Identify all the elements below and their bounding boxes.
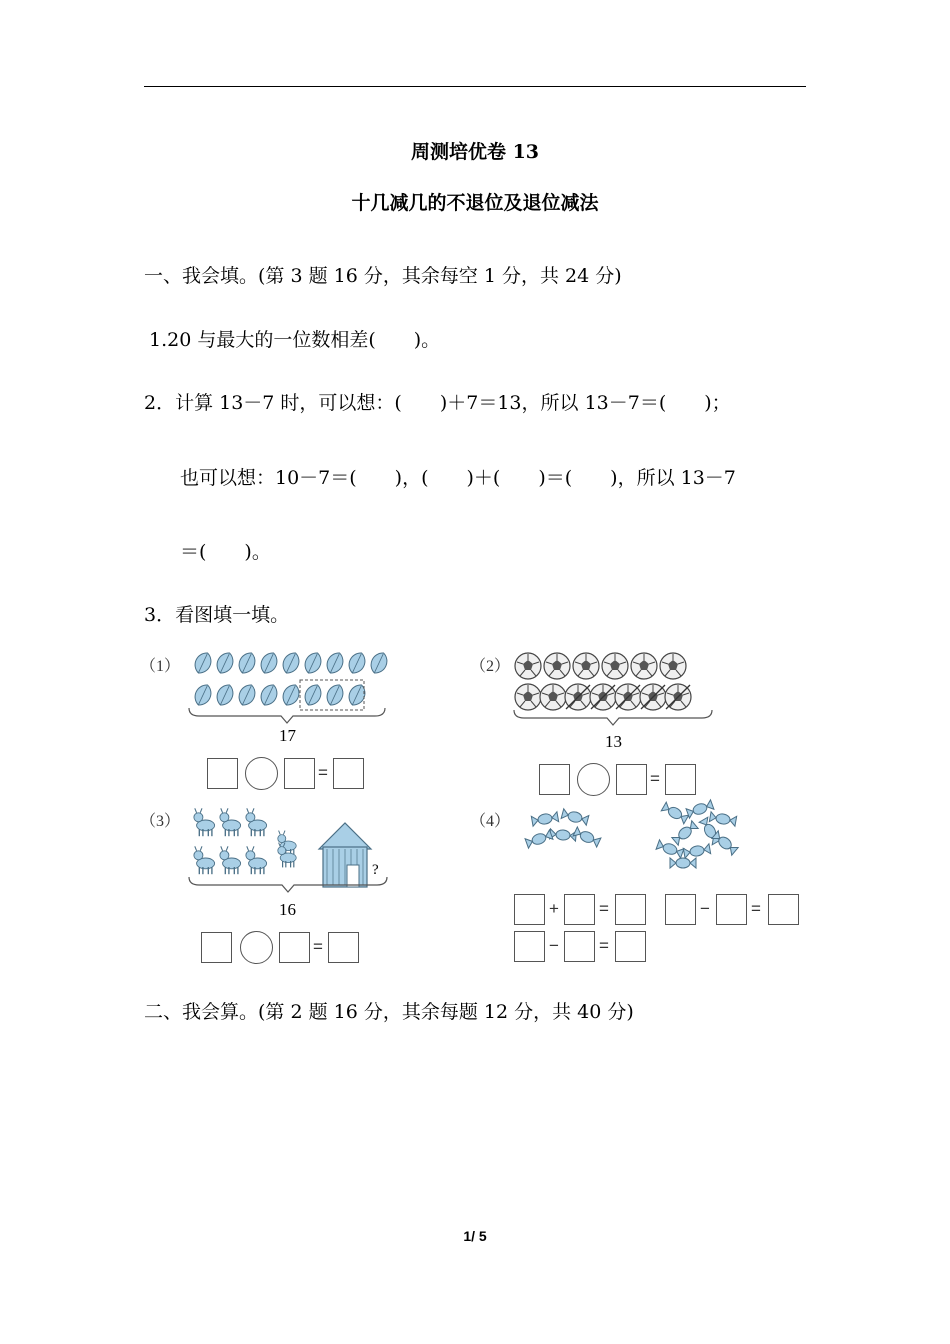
soccer-ball-icon [515, 653, 541, 679]
question-2-line-3: ＝( )。 [180, 541, 271, 563]
answer-box[interactable] [284, 758, 315, 789]
candy-icon [573, 827, 601, 847]
soccer-ball-icon [660, 653, 686, 679]
answer-box[interactable] [207, 758, 238, 789]
deer-icon [194, 846, 215, 874]
part-2-label: （2） [470, 658, 511, 675]
candy-icon [531, 812, 558, 826]
question-1: 1.20 与最大的一位数相差( )。 [149, 329, 441, 351]
house-icon [319, 823, 371, 887]
answer-box[interactable] [768, 894, 799, 925]
soccer-ball-icon [565, 684, 591, 710]
answer-box[interactable] [279, 932, 310, 963]
soccer-ball-icon [631, 653, 657, 679]
page-subtitle: 十几减几的不退位及退位减法 [351, 192, 599, 214]
question-3: 3．看图填一填。 [144, 604, 290, 626]
leaf-icon [302, 682, 325, 708]
leaf-icon [214, 650, 237, 676]
part-3-label: （3） [140, 813, 181, 830]
equals-sign: = [599, 899, 609, 918]
part-1-total: 17 [279, 726, 296, 745]
soccer-ball-icon [590, 684, 616, 710]
question-2-line-1: 2．计算 13－7 时，可以想：( )＋7＝13，所以 13－7＝( )； [144, 392, 731, 414]
leaf-icon [192, 682, 215, 708]
operator-circle[interactable] [577, 763, 610, 796]
operator-circle[interactable] [240, 931, 273, 964]
leaf-icon [346, 682, 369, 708]
leaf-icon [214, 682, 237, 708]
deer-icon [246, 808, 267, 836]
answer-box[interactable] [328, 932, 359, 963]
part-1-label: （1） [140, 658, 181, 675]
answer-box[interactable] [539, 764, 570, 795]
answer-box[interactable] [665, 894, 696, 925]
equals-sign: = [313, 937, 323, 956]
minus-sign: − [700, 899, 710, 918]
answer-box[interactable] [615, 894, 646, 925]
leaf-icon [324, 682, 347, 708]
answer-box[interactable] [514, 894, 545, 925]
equals-sign: = [650, 769, 660, 788]
leaves-figure [185, 648, 395, 723]
answer-box[interactable] [564, 894, 595, 925]
candy-icon [670, 858, 696, 868]
answer-box[interactable] [716, 894, 747, 925]
candy-icon [672, 821, 698, 845]
deer-icon [220, 808, 241, 836]
equals-sign: = [599, 936, 609, 955]
answer-box[interactable] [201, 932, 232, 963]
deer-icon [246, 846, 267, 874]
answer-box[interactable] [514, 931, 545, 962]
candy-icon [550, 829, 577, 841]
candy-icon [661, 802, 689, 824]
candies-figure [535, 805, 750, 875]
candy-icon [525, 830, 553, 848]
leaf-icon [258, 682, 281, 708]
equals-sign: = [751, 899, 761, 918]
plus-sign: + [549, 899, 559, 918]
section1-heading: 一、我会填。(第 3 题 16 分，其余每空 1 分，共 24 分) [144, 265, 622, 287]
part-4-label: （4） [470, 813, 511, 830]
answer-box[interactable] [665, 764, 696, 795]
deer-and-house-figure [185, 805, 395, 900]
candy-icon [709, 812, 736, 826]
soccer-ball-icon [615, 684, 641, 710]
part-2-total: 13 [605, 732, 622, 751]
leaf-icon [236, 682, 259, 708]
leaf-icon [324, 650, 347, 676]
deer-icon [194, 808, 215, 836]
brace-mark [514, 710, 712, 725]
answer-box[interactable] [615, 931, 646, 962]
soccer-ball-icon [573, 653, 599, 679]
candy-icon [686, 800, 714, 818]
part-3-total: 16 [279, 900, 296, 919]
soccer-ball-icon [544, 653, 570, 679]
soccer-ball-icon [665, 684, 691, 710]
answer-box[interactable] [564, 931, 595, 962]
section2-heading: 二、我会算。(第 2 题 16 分，其余每题 12 分，共 40 分) [144, 1001, 634, 1023]
page-number: 1/ 5 [463, 1228, 487, 1244]
equals-sign: = [318, 763, 328, 782]
answer-box[interactable] [616, 764, 647, 795]
candy-icon [561, 809, 589, 825]
leaf-icon [258, 650, 281, 676]
top-rule [144, 86, 806, 87]
leaf-icon [236, 650, 259, 676]
answer-box[interactable] [333, 758, 364, 789]
deer-icon [220, 846, 241, 874]
page-title: 周测培优卷 13 [410, 141, 540, 163]
leaf-icon [346, 650, 369, 676]
leaf-icon [280, 650, 303, 676]
question-mark: ? [372, 862, 379, 878]
leaf-icon [280, 682, 303, 708]
candy-icon [656, 840, 684, 858]
soccer-ball-icon [540, 684, 566, 710]
soccer-balls-figure [512, 650, 722, 730]
soccer-ball-icon [515, 684, 541, 710]
leaf-icon [368, 650, 391, 676]
minus-sign: − [549, 936, 559, 955]
soccer-ball-icon [602, 653, 628, 679]
question-2-line-2: 也可以想：10－7＝( )，( )＋( )＝( )，所以 13－7 [180, 467, 736, 489]
candy-icon [683, 844, 710, 858]
operator-circle[interactable] [245, 757, 278, 790]
leaf-icon [302, 650, 325, 676]
leaf-icon [192, 650, 215, 676]
soccer-ball-icon [640, 684, 666, 710]
